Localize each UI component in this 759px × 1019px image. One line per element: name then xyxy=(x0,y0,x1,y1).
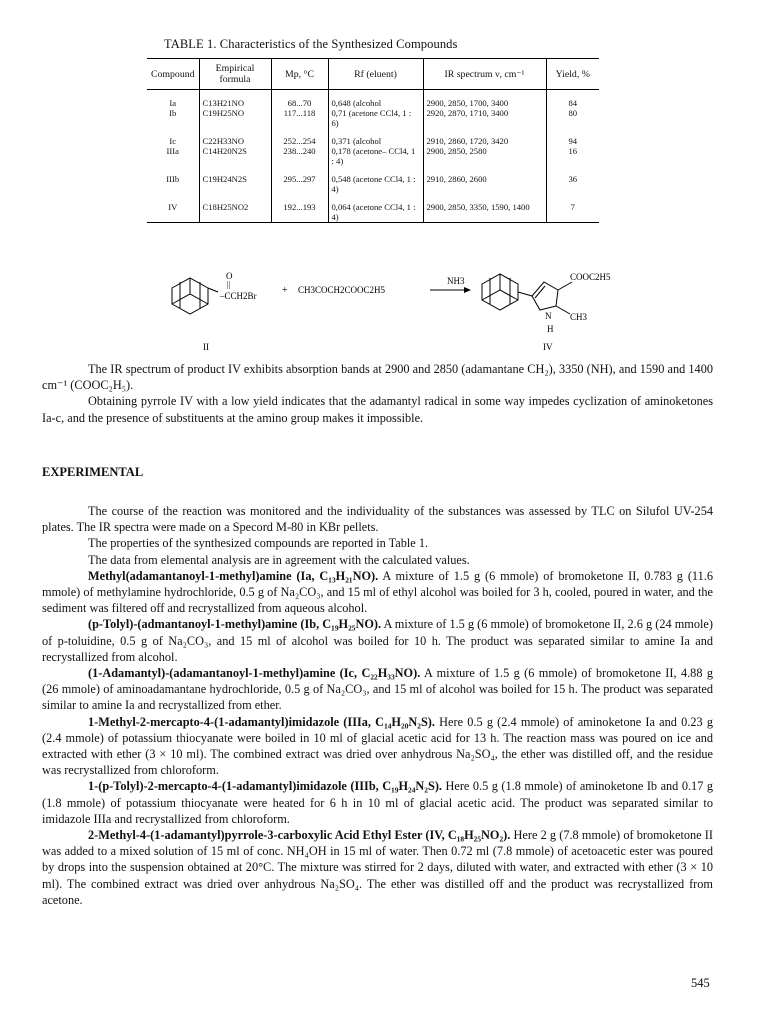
cell-compound: Ia xyxy=(147,98,199,108)
section-heading: EXPERIMENTAL xyxy=(42,465,144,479)
procedure xyxy=(42,568,713,617)
cell-yield: 36 xyxy=(568,174,578,184)
cell-yield: 7 xyxy=(546,202,599,223)
bromoketone-group: –CCH2Br xyxy=(220,291,257,301)
pyrrole-n: N xyxy=(545,311,552,321)
procedure-title: 2-Methyl-4-(1-adamantyl)pyrrole-3-carboxylic Acid Ethyl Ester (IV, C₁₈H₂₅NO₂). xyxy=(88,828,511,843)
cell-yield: 84 xyxy=(568,98,578,108)
carbonyl-bond: || xyxy=(227,280,231,289)
cell-yield: 16 xyxy=(568,146,578,156)
cell-rf: 0,371 (alcohol xyxy=(328,136,423,146)
procedure-title: 1-Methyl-2-mercapto-4-(1-adamantyl)imidazole (IIIa, C₁₄H₂₀N₂S). xyxy=(88,714,435,729)
cell-compound: IIIb xyxy=(147,174,199,194)
procedure-text: Here 0.5 g (2.4 mmole) of aminoketone Ia and 0.23 g (2.4 mmole) of potassium thiocyanate were boiled in 10 ml of glacial acetic acid for 13 h. The reaction mass was poured on ice and extracted with ether (3 × 10 ml). The combined extract was dried over anhydrous Na₂SO₄, the ether was distilled off, and the residue was recrystallized from chloroform. xyxy=(42,714,713,778)
cell-ir: 2900, 2850, 3350, 1590, 1400 xyxy=(423,202,546,223)
cell-formula: C22H33NO xyxy=(199,136,271,146)
paragraph: The course of the reaction was monitored and the individuality of the substances was assessed by TLC on Silufol UV-254 plates. The IR spectra were made on a Specord M-80 in KBr pellets. xyxy=(42,504,713,535)
carbonyl-o: O xyxy=(226,271,233,281)
reaction-arrow xyxy=(430,287,471,293)
experimental-text xyxy=(42,503,713,908)
cell-compound: Ic xyxy=(147,136,199,146)
cell-ir: 2910, 2860, 2600 xyxy=(423,174,546,194)
cell-formula: C13H21NO xyxy=(199,98,271,108)
procedure-text: Here 2 g (7.8 mmole) of bromoketone II was added to a mixed solution of 15 ml of conc. NH₄OH in 15 ml of water. Then 0.72 ml (7.8 mmole) of acetoacetic ester was poured by drops into the suspension obtained at 20°C. The mixture was stirred for 2 days, diluted with water, and extracted with ether (3 × 10 ml). The combined extract was dried over anhydrous Na₂SO₄. The ether was distilled off and the product was recrystallized from acetone. xyxy=(42,828,713,907)
cell-rf: 0,178 (acetone– CCl4, 1 : 4) xyxy=(328,146,423,166)
page-number: 545 xyxy=(691,976,710,990)
results-text xyxy=(42,361,713,426)
cell-rf: 0,71 (acetone CCl4, 1 : 6) xyxy=(328,108,423,128)
col-header-formula: Empirical formula xyxy=(199,59,271,90)
procedure xyxy=(42,665,713,714)
cell-mp: 68...70 xyxy=(271,98,328,108)
procedure xyxy=(42,714,713,779)
col-header-mp: Mp, °C xyxy=(271,59,328,90)
pyrrole-h: H xyxy=(547,324,554,334)
col-header-compound: Compound xyxy=(147,59,199,90)
characteristics-table xyxy=(147,58,599,223)
table-caption: TABLE 1. Characteristics of the Synthesized Compounds xyxy=(164,37,458,51)
cell-ir: 2920, 2870, 1710, 3400 xyxy=(423,108,546,128)
cell-compound: IV xyxy=(147,202,199,223)
procedure-text: A mixture of 1.5 g (6 mmole) of bromoketone II, 0.783 g (11.6 mmole) of methylamine hydrochloride, 0.5 g of Na₂CO₃, and 15 ml of ethyl alcohol was boiled for 3 h, cooled, poured in water, and the sediment was filtered off and recrystallized from aqueous alcohol. xyxy=(42,568,713,616)
methyl-group: CH3 xyxy=(570,312,588,322)
cell-compound: IIIa xyxy=(147,146,199,166)
cell-rf: 0,064 (acetone CCl4, 1 : 4) xyxy=(328,202,423,223)
procedure xyxy=(42,827,713,908)
procedure-text: A mixture of 1.5 g (6 mmole) of bromoketone II, 4.88 g (26 mmole) of aminoadamantane hydrochloride, 0.5 g of Na₂CO₃, and 15 ml of alcohol was boiled for 15 h. The product was separated similar to amine Ia and recrystallized from ether. xyxy=(42,666,714,713)
ester-group: COOC2H5 xyxy=(570,272,611,282)
cell-yield: 80 xyxy=(568,108,578,118)
table-row xyxy=(147,136,599,146)
col-header-yield: Yield, % xyxy=(546,59,599,90)
procedure-text: A mixture of 1.5 g (6 mmole) of bromoketone II, 2.6 g (24 mmole) of p-toluidine, 0.5 g of Na₂CO₃, and 15 ml of alcohol was boiled for 10 h. The product was separated similar to amine Ia and recrystallized from alcohol. xyxy=(42,617,713,664)
acetoacetic-ester: CH3COCH2COOC2H5 xyxy=(298,285,386,295)
paragraph: Obtaining pyrrole IV with a low yield indicates that the adamantyl radical in some way impedes cyclization of aminoketones Ia-c, and the presence of substituents at the amino group makes it impossible. xyxy=(42,394,713,425)
cell-ir: 2900, 2850, 2580 xyxy=(423,146,546,166)
cell-formula: C19H24N2S xyxy=(199,174,271,194)
cell-yield: 94 xyxy=(568,136,578,146)
adamantane-structure-left xyxy=(172,278,218,314)
cell-mp: 192...193 xyxy=(271,202,328,223)
cell-rf: 0,648 (alcohol xyxy=(328,98,423,108)
paragraph: The data from elemental analysis are in agreement with the calculated values. xyxy=(88,552,470,567)
adamantane-structure-right xyxy=(482,274,532,310)
cell-rf: 0,548 (acetone CCl4, 1 : 4) xyxy=(328,174,423,194)
reaction-scheme xyxy=(160,262,640,357)
procedure-title: 1-(p-Tolyl)-2-mercapto-4-(1-adamantyl)imidazole (IIIb, C₁₉H₂₄N₂S). xyxy=(88,779,442,794)
cell-mp: 295...297 xyxy=(271,174,328,194)
plus-sign: + xyxy=(282,285,288,296)
col-header-ir: IR spectrum ν, cm⁻¹ xyxy=(423,59,546,90)
procedure-text: Here 0.5 g (1.8 mmole) of aminoketone Ib and 0.17 g (1.8 mmole) of potassium thiocyanate were heated for 6 h in 10 ml of glacial acetic acid. The product was separated similar to imidazole IIIa and recrystallized from chloroform. xyxy=(42,779,713,826)
pyrrole-ring xyxy=(532,282,572,314)
table-row xyxy=(147,146,599,166)
procedure-title: (p-Tolyl)-(admantanoyl-1-methyl)amine (Ib, C₁₉H₂₅NO). xyxy=(88,617,382,632)
cell-formula: C14H20N2S xyxy=(199,146,271,166)
cell-mp: 252...254 xyxy=(271,136,328,146)
table-row xyxy=(147,174,599,194)
cell-formula: C19H25NO xyxy=(199,108,271,128)
table-header-row xyxy=(147,59,599,90)
procedure xyxy=(42,616,713,665)
col-header-rf: Rf (eluent) xyxy=(328,59,423,90)
compound-label-iv: IV xyxy=(543,342,553,352)
cell-compound: Ib xyxy=(147,108,199,128)
compound-label-ii: II xyxy=(203,342,209,352)
cell-ir: 2900, 2850, 1700, 3400 xyxy=(423,98,546,108)
procedure-title: (1-Adamantyl)-(adamantanoyl-1-methyl)amine (Ic, C₂₂H₃₃NO). xyxy=(88,666,421,681)
table-row xyxy=(147,98,599,108)
cell-mp: 238...240 xyxy=(271,146,328,166)
table-row xyxy=(147,108,599,128)
table-row xyxy=(147,202,599,223)
paragraph: The IR spectrum of product IV exhibits absorption bands at 2900 and 2850 (adamantane CH₂), 3350 (NH), and 1590 and 1400 cm⁻¹ (COOC₂H₅). xyxy=(42,362,713,393)
procedure-title: Methyl(adamantanoyl-1-methyl)amine (Ia, C₁₃H₂₁NO). xyxy=(88,568,379,583)
arrow-reagent: NH3 xyxy=(447,276,465,286)
cell-ir: 2910, 2860, 1720, 3420 xyxy=(423,136,546,146)
paragraph: The properties of the synthesized compounds are reported in Table 1. xyxy=(88,536,429,551)
procedure xyxy=(42,778,713,827)
cell-formula: C18H25NO2 xyxy=(199,202,271,223)
cell-mp: 117...118 xyxy=(271,108,328,128)
